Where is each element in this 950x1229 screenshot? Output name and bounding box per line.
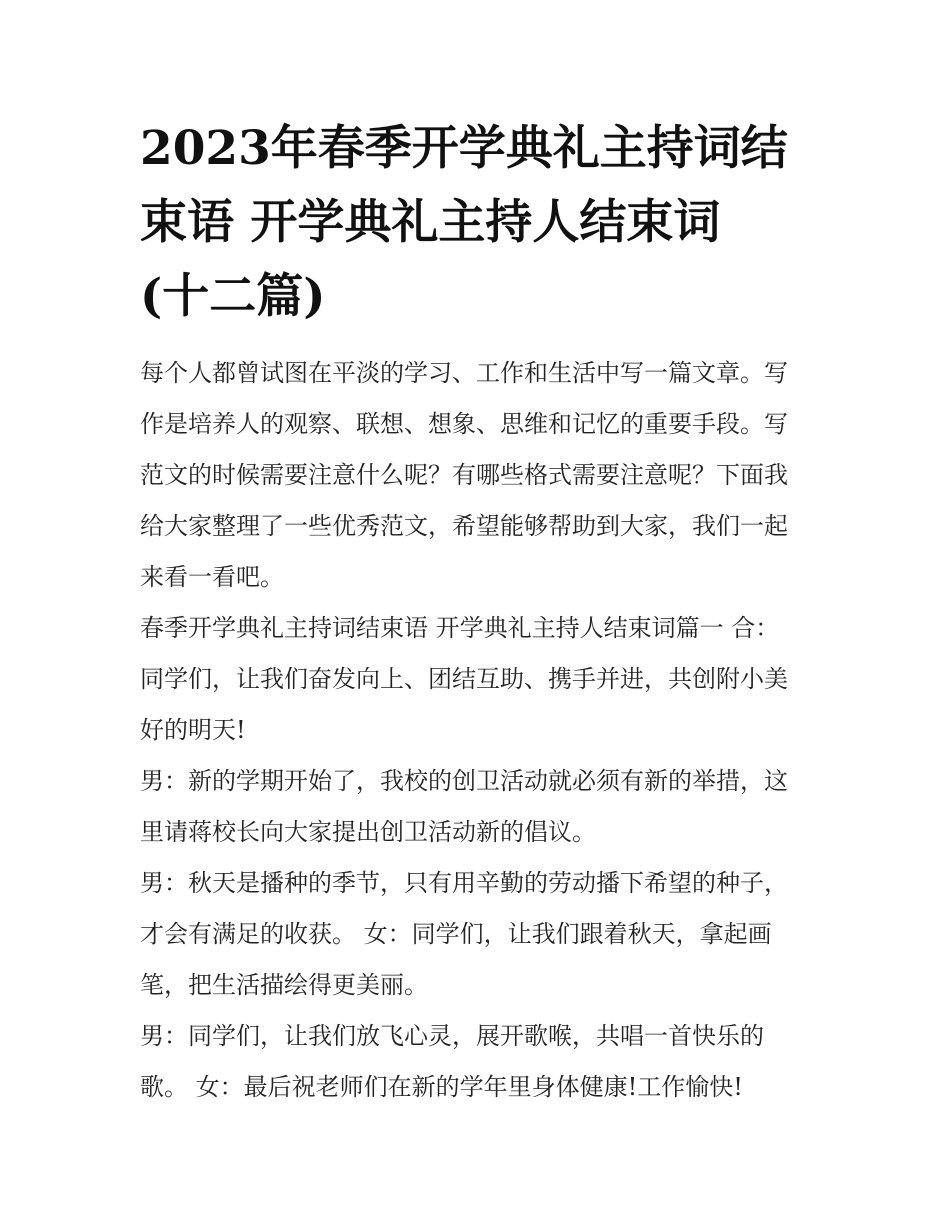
text-line: 每个人都曾试图在平淡的学习、工作和生活中写一篇文章。写 [140, 359, 788, 387]
title-line: (十二篇) [140, 269, 326, 324]
title-line: 束语 开学典礼主持人结束词 [140, 195, 721, 250]
text-line: 范文的时候需要注意什么呢？有哪些格式需要注意呢？下面我 [140, 461, 788, 489]
text-line: 同学们，让我们奋发向上、团结互助、携手并进，共创附小美 [140, 665, 788, 693]
text-line: 好的明天! [140, 716, 246, 744]
intro-paragraph [140, 348, 820, 603]
text-line: 给大家整理了一些优秀范文，希望能够帮助到大家，我们一起 [140, 512, 788, 540]
title-line: 2023年春季开学典礼主持词结 [140, 121, 788, 176]
closing-paragraph [140, 1011, 820, 1113]
text-line: 男：新的学期开始了，我校的创卫活动就必须有新的举措，这 [140, 767, 788, 795]
document-title [140, 112, 820, 334]
text-line: 男：秋天是播种的季节，只有用辛勤的劳动播下希望的种子， [140, 869, 788, 897]
text-line: 笔，把生活描绘得更美丽。 [140, 971, 428, 999]
text-line: 男：同学们，让我们放飞心灵，展开歌喉，共唱一首快乐的 [140, 1022, 764, 1050]
text-line: 来看一看吧。 [140, 563, 284, 591]
text-line: 才会有满足的收获。 女：同学们，让我们跟着秋天，拿起画 [140, 920, 772, 948]
text-line: 歌。 女：最后祝老师们在新的学年里身体健康!工作愉快! [140, 1073, 743, 1101]
autumn-paragraph [140, 858, 820, 1011]
section-one-paragraph [140, 603, 820, 756]
document-body [140, 112, 820, 1113]
text-line: 春季开学典礼主持词结束语 开学典礼主持人结束词篇一 合： [140, 614, 780, 642]
text-line: 作是培养人的观察、联想、想象、思维和记忆的重要手段。写 [140, 410, 788, 438]
male-host-paragraph [140, 756, 820, 858]
text-line: 里请蒋校长向大家提出创卫活动新的倡议。 [140, 818, 596, 846]
